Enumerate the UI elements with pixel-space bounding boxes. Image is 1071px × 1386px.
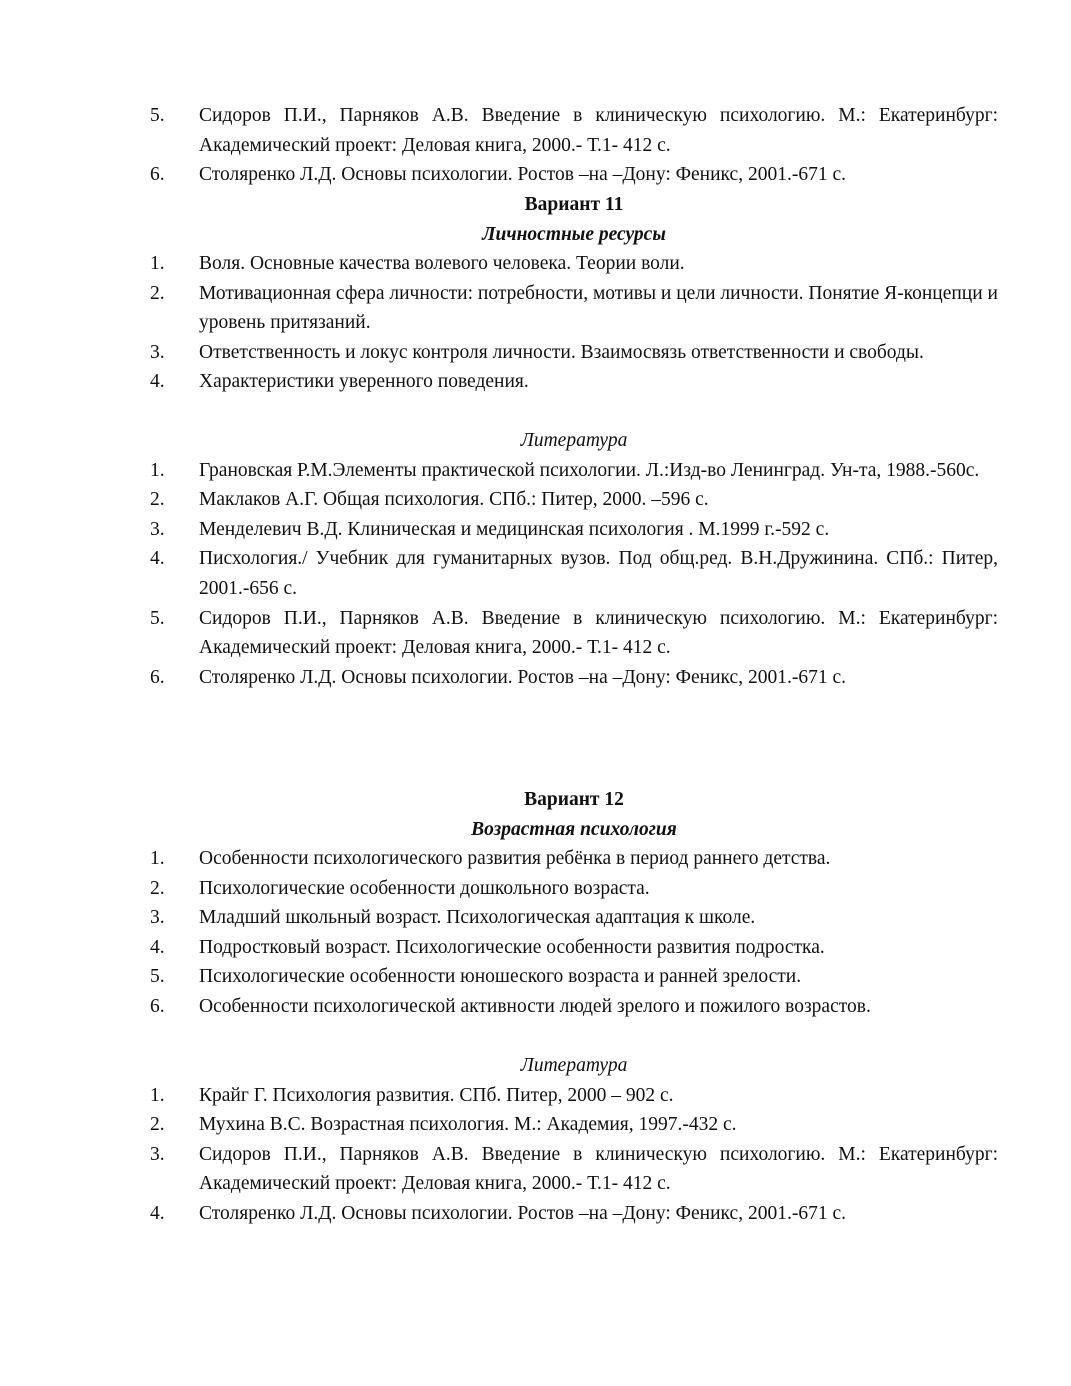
item-number: 1.: [150, 1084, 165, 1106]
item-text: Сидоров П.И., Парняков А.В. Введение в клиническую психологию. М.: Екатеринбург: Академический проект: Деловая книга, 2000.- Т.1- 412 с.: [199, 607, 998, 659]
item-number: 4.: [150, 548, 165, 570]
item-number: 6.: [150, 164, 165, 186]
item-number: 2.: [150, 282, 165, 304]
item-text: Психологические особенности юношеского возраста и ранней зрелости.: [199, 966, 802, 988]
item-text: Особенности психологической активности людей зрелого и пожилого возрастов.: [199, 995, 871, 1017]
item-number: 1.: [150, 253, 165, 274]
question-item: [150, 338, 998, 368]
variant-title: Вариант 11: [524, 194, 624, 215]
question-item: [150, 279, 998, 338]
literature-item: [150, 515, 998, 545]
item-number: 5.: [150, 105, 165, 126]
item-text: Подростковый возраст. Психологические особенности развития подростка.: [199, 936, 825, 958]
variant-12-literature: [150, 1051, 998, 1229]
item-number: 2.: [150, 1114, 165, 1136]
item-number: 6.: [150, 666, 165, 688]
question-item: [150, 992, 998, 1022]
item-text: Особенности психологического развития ребёнка в период раннего детства.: [199, 848, 831, 869]
question-item: [150, 249, 998, 279]
question-item: [150, 962, 998, 992]
variant-11-literature: [150, 426, 998, 692]
item-text: Крайг Г. Психология развития. СПб. Питер, 2000 – 902 с.: [199, 1084, 674, 1106]
question-item: [150, 874, 998, 904]
question-item: [150, 903, 998, 933]
literature-item: [150, 1140, 998, 1199]
literature-item: [150, 1081, 998, 1111]
item-text: Столяренко Л.Д. Основы психологии. Ростов –на –Дону: Феникс, 2001.-671 с.: [199, 1202, 846, 1224]
literature-title: Литература: [520, 1055, 628, 1076]
item-number: 3.: [150, 518, 165, 540]
literature-item: [150, 604, 998, 663]
item-number: 1.: [150, 459, 165, 481]
item-text: Грановская Р.М.Элементы практической психологии. Л.:Изд-во Ленинград. Ун-та, 1988.-560с.: [199, 459, 980, 481]
item-number: 2.: [150, 489, 165, 511]
item-text: Столяренко Л.Д. Основы психологии. Ростов –на –Дону: Феникс, 2001.-671 с.: [199, 666, 846, 688]
item-text: Менделевич В.Д. Клиническая и медицинская психология . М.1999 г.-592 с.: [199, 518, 830, 540]
item-text: Сидоров П.И., Парняков А.В. Введение в клиническую психологию. М.: Екатеринбург: Академический проект: Деловая книга, 2000.- Т.1- 412 с.: [199, 105, 998, 156]
question-item: [150, 367, 998, 397]
question-item: [150, 933, 998, 963]
literature-title: Литература: [520, 430, 628, 451]
question-item: [150, 844, 998, 874]
item-text: Воля. Основные качества волевого человека. Теории воли.: [199, 253, 685, 274]
item-text: Маклаков А.Г. Общая психология. СПб.: Питер, 2000. –596 с.: [199, 489, 709, 511]
item-text: Младший школьный возраст. Психологическая адаптация к школе.: [199, 907, 756, 929]
item-number: 4.: [150, 936, 165, 958]
literature-item: [150, 456, 998, 486]
item-number: 1.: [150, 848, 165, 869]
item-number: 2.: [150, 877, 165, 899]
item-text: Мотивационная сфера личности: потребности, мотивы и цели личности. Понятие Я-концепци и уровень притязаний.: [199, 282, 998, 334]
item-text: Сидоров П.И., Парняков А.В. Введение в клиническую психологию. М.: Екатеринбург: Академический проект: Деловая книга, 2000.- Т.1- 412 с.: [199, 1143, 998, 1195]
literature-item: [150, 485, 998, 515]
literature-item: [150, 1199, 998, 1229]
item-text: Ответственность и локус контроля личности. Взаимосвязь ответственности и свободы.: [199, 341, 924, 363]
item-text: Характеристики уверенного поведения.: [199, 371, 529, 393]
literature-item: [150, 544, 998, 603]
item-text: Писхология./ Учебник для гуманитарных вузов. Под общ.ред. В.Н.Дружинина. СПб.: Питер, 2001.-656 с.: [199, 548, 998, 599]
variant-topic: Личностные ресурсы: [482, 223, 666, 245]
list-item: [150, 160, 998, 190]
item-number: 5.: [150, 966, 165, 988]
variant-11-header: [150, 190, 998, 249]
variant-12-questions: [150, 844, 998, 1022]
item-number: 3.: [150, 1143, 165, 1165]
item-number: 5.: [150, 607, 165, 629]
item-text: Психологические особенности дошкольного возраста.: [199, 877, 650, 899]
variant-title: Вариант 12: [524, 789, 624, 810]
item-number: 4.: [150, 371, 165, 393]
carryover-list: [150, 101, 998, 190]
variant-topic: Возрастная психология: [471, 818, 677, 840]
item-number: 3.: [150, 907, 165, 929]
item-text: Мухина В.С. Возрастная психология. М.: Академия, 1997.-432 с.: [199, 1114, 737, 1136]
variant-11-questions: [150, 249, 998, 397]
variant-12-header: [150, 785, 998, 844]
item-number: 6.: [150, 995, 165, 1017]
item-number: 4.: [150, 1202, 165, 1224]
literature-item: [150, 1110, 998, 1140]
list-item: [150, 101, 998, 160]
item-text: Столяренко Л.Д. Основы психологии. Ростов –на –Дону: Феникс, 2001.-671 с.: [199, 164, 846, 186]
item-number: 3.: [150, 341, 165, 363]
literature-item: [150, 663, 998, 693]
